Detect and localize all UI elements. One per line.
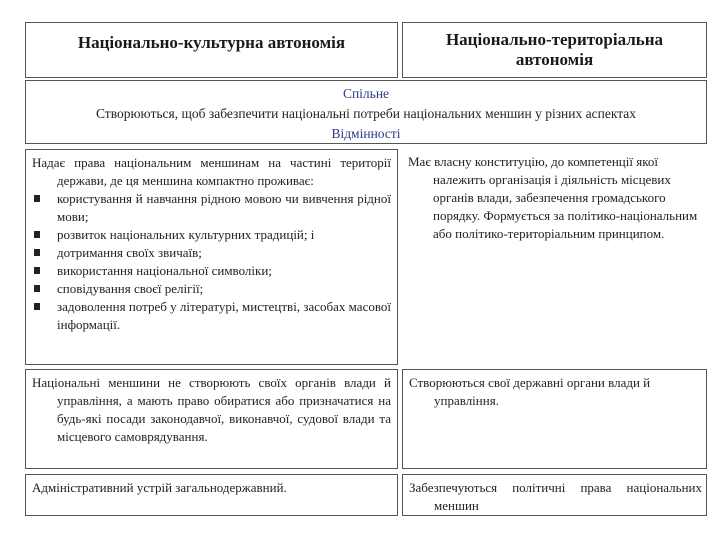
common-row [25,80,707,144]
list-item: використання національної символіки; [32,262,391,280]
bullet-square-icon [34,303,40,310]
header-right-title-line2: автономія [515,50,594,69]
list-item: сповідування своєї релігії; [32,280,391,298]
row3-right-cell [402,474,707,516]
row2-right-cell [402,369,707,469]
bullet-square-icon [34,285,40,292]
row1-left-intro: Надає права національним меншинам на частині території держави, де ця меншина компактно проживає: [32,155,391,188]
row2-left-text: Національні меншини не створюють своїх органів влади й управління, а мають право обиратися або призначатися на будь-які посади законодавчої, виконавчої, судової влади та місцевого самоврядування. [32,375,391,444]
row1-left-cell [25,149,398,365]
common-text: Створюються, щоб забезпечити національні потреби національних меншин у різних аспектах [95,106,637,121]
bullet-square-icon [34,267,40,274]
row2-left-cell [25,369,398,469]
common-label: Спільне [342,86,390,101]
bullet-square-icon [34,231,40,238]
list-item: задоволення потреб у літературі, мистецтві, засобах масової інформації. [32,298,391,334]
row3-right-text: Забезпечуються політичні права національних меншин [409,480,702,513]
list-item: розвиток національних культурних традицій; і [32,226,391,244]
header-left-title: Національно-культурна автономія [77,33,346,52]
row3-left-text: Адміністративний устрій загальнодержавний. [32,480,287,495]
bullet-square-icon [34,249,40,256]
header-right-cell [402,22,707,78]
row1-left-bullets [32,190,391,334]
list-item: користування й навчання рідною мовою чи вивчення рідної мови; [32,190,391,226]
row1-right-cell [402,149,707,365]
header-right-title-line1: Національно-територіальна [445,30,664,49]
row1-right-text: Має власну конституцію, до компетенції якої належить організація і діяльність місцевих органів влади, забезпечення громадського порядку. Формується за політико-національним або політико-територіальним принципом. [408,154,698,241]
row2-right-text: Створюються свої державні органи влади й управління. [409,375,651,408]
bullet-square-icon [34,195,40,202]
differences-label: Відмінності [331,126,401,141]
row3-left-cell [25,474,398,516]
header-left-cell [25,22,398,78]
list-item: дотримання своїх звичаїв; [32,244,391,262]
